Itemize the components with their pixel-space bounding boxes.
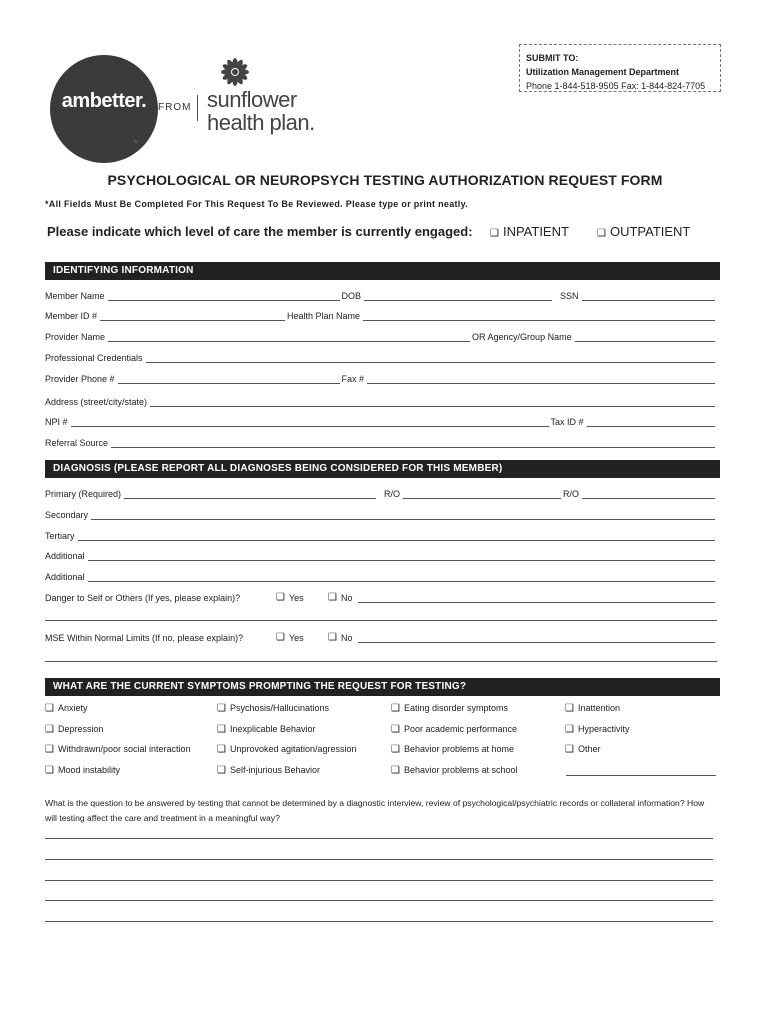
checkbox-icon[interactable]: ❑ [217,724,226,735]
row-member-id: Member ID # Health Plan Name [45,307,717,321]
checkbox-icon[interactable]: ❑ [217,765,226,776]
row-provider-name: Provider Name OR Agency/Group Name [45,328,717,342]
checkbox-icon[interactable]: ❑ [490,228,499,239]
symptom-option[interactable] [217,744,357,755]
symptom-option[interactable] [45,744,191,755]
other-symptom-line[interactable] [566,775,716,776]
symptom-label: Behavior problems at school [403,765,518,775]
mse-no-option[interactable]: ❑ No [328,632,353,643]
row-secondary: Secondary [45,506,717,520]
trademark: ™ [133,140,138,146]
symptom-label: Depression [57,724,104,734]
checkbox-icon[interactable]: ❑ [45,765,54,776]
checkbox-icon[interactable]: ❑ [45,744,54,755]
logo-from-text: FROM [158,102,192,113]
symptom-label: Mood instability [57,765,120,775]
checkbox-icon[interactable]: ❑ [217,744,226,755]
dob-field[interactable] [364,291,552,301]
primary-diagnosis-field[interactable] [124,489,376,499]
checkbox-icon[interactable]: ❑ [391,703,400,714]
form-title: PSYCHOLOGICAL OR NEUROPSYCH TESTING AUTHORIZATION REQUEST FORM [107,172,663,188]
row-additional-1: Additional [45,547,717,561]
contact-info: Phone 1-844-518-9505 Fax: 1-844-824-7705 [526,81,706,91]
checkbox-icon[interactable]: ❑ [45,703,54,714]
tertiary-diagnosis-field[interactable] [78,531,715,541]
row-provider-phone: Provider Phone # Fax # [45,370,717,384]
ssn-field[interactable] [582,291,715,301]
mse-explain-line[interactable] [45,661,717,662]
symptom-option[interactable] [391,744,514,755]
symptom-option[interactable] [565,744,600,755]
checkbox-icon[interactable]: ❑ [217,703,226,714]
symptom-option[interactable] [217,765,320,776]
outpatient-option[interactable]: ❑ OUTPATIENT [597,224,691,239]
agency-name-field[interactable] [575,332,715,342]
referral-source-field[interactable] [111,438,715,448]
fax-field[interactable] [367,374,715,384]
answer-line[interactable] [45,900,713,901]
symptom-label: Other [577,744,601,754]
credentials-field[interactable] [146,353,715,363]
symptom-label: Inattention [577,703,621,713]
row-mse: MSE Within Normal Limits (If no, please explain)? ❑ Yes ❑ No [45,629,717,643]
mse-yes-option[interactable]: ❑ Yes [276,632,304,643]
diagnosis-section-header: DIAGNOSIS (PLEASE REPORT ALL DIAGNOSES BEING CONSIDERED FOR THIS MEMBER) [45,460,720,478]
provider-phone-field[interactable] [118,374,340,384]
checkbox-icon[interactable]: ❑ [597,228,606,239]
symptoms-section-header: WHAT ARE THE CURRENT SYMPTOMS PROMPTING THE REQUEST FOR TESTING? [45,678,720,696]
member-id-field[interactable] [100,311,285,321]
answer-line[interactable] [45,880,713,881]
health-plan-name-field[interactable] [363,311,715,321]
form-instructions: *All Fields Must Be Completed For This Request To Be Reviewed. Please type or print neatly. [45,199,469,209]
row-tertiary: Tertiary [45,527,717,541]
answer-line[interactable] [45,859,713,860]
row-referral: Referral Source [45,434,717,448]
mse-explain-field[interactable] [358,633,715,643]
npi-field[interactable] [71,417,549,427]
row-primary: Primary (Required) R/O R/O [45,485,717,499]
checkbox-icon[interactable]: ❑ [328,592,337,603]
symptom-label: Behavior problems at home [403,744,515,754]
checkbox-icon[interactable]: ❑ [565,744,574,755]
symptom-label: Anxiety [57,703,88,713]
sunflower-logo-text: sunflower health plan. [207,87,315,135]
checkbox-icon[interactable]: ❑ [328,632,337,643]
identifying-section-header: IDENTIFYING INFORMATION [45,262,720,280]
symptom-option[interactable] [217,703,329,714]
row-member-name: Member Name DOB SSN [45,287,717,301]
additional-diagnosis-field-1[interactable] [88,551,715,561]
member-name-field[interactable] [108,291,340,301]
symptom-label: Psychosis/Hallucinations [229,703,330,713]
address-field[interactable] [150,397,715,407]
submit-to-box [519,44,721,92]
symptom-option[interactable] [45,724,104,735]
row-npi: NPI # Tax ID # [45,413,717,427]
symptom-option[interactable] [391,765,518,776]
symptom-option[interactable] [391,703,508,714]
additional-diagnosis-field-2[interactable] [88,572,715,582]
symptom-option[interactable] [217,724,316,735]
care-level-prompt: Please indicate which level of care the member is currently engaged: [47,224,473,239]
symptom-label: Self-injurious Behavior [229,765,321,775]
symptom-option[interactable] [45,703,87,714]
submit-to-label: SUBMIT TO: [526,53,579,63]
tax-id-field[interactable] [587,417,715,427]
row-danger: Danger to Self or Others (If yes, please explain)? ❑ Yes ❑ No [45,589,717,603]
row-credentials: Professional Credentials [45,349,717,363]
symptom-label: Withdrawn/poor social interaction [57,744,191,754]
answer-line[interactable] [45,921,713,922]
row-address: Address (street/city/state) [45,393,717,407]
symptom-label: Unprovoked agitation/agression [229,744,357,754]
checkbox-icon[interactable]: ❑ [391,724,400,735]
checkbox-icon[interactable]: ❑ [391,765,400,776]
symptom-label: Inexplicable Behavior [229,724,316,734]
checkbox-icon[interactable]: ❑ [565,703,574,714]
symptom-option[interactable] [391,724,517,735]
sunflower-icon [220,57,250,87]
answer-line[interactable] [45,838,713,839]
symptom-option[interactable] [565,724,629,735]
symptom-option[interactable] [45,765,120,776]
provider-name-field[interactable] [108,332,470,342]
department-name: Utilization Management Department [526,67,680,77]
danger-no-option[interactable]: ❑ No [328,592,353,603]
row-additional-2: Additional [45,568,717,582]
testing-question: What is the question to be answered by testing that cannot be determined by a diagnostic interview, review of psychological/psychiatric records or collateral information? How will testing affect the care and treatment in a meaningful way? [45,798,705,823]
checkbox-icon[interactable]: ❑ [565,724,574,735]
secondary-diagnosis-field[interactable] [91,510,715,520]
ro-field-2[interactable] [582,489,715,499]
ro-field-1[interactable] [403,489,561,499]
inpatient-option[interactable]: ❑ INPATIENT [490,224,569,239]
checkbox-icon[interactable]: ❑ [276,592,285,603]
symptom-label: Hyperactivity [577,724,630,734]
checkbox-icon[interactable]: ❑ [45,724,54,735]
logo-divider [197,95,198,121]
symptom-label: Poor academic performance [403,724,518,734]
ambetter-logo-text: ambetter. [61,90,147,112]
danger-explain-line[interactable] [45,620,717,621]
symptom-option[interactable] [565,703,620,714]
danger-yes-option[interactable]: ❑ Yes [276,592,304,603]
danger-explain-field[interactable] [358,593,715,603]
checkbox-icon[interactable]: ❑ [391,744,400,755]
checkbox-icon[interactable]: ❑ [276,632,285,643]
symptom-label: Eating disorder symptoms [403,703,509,713]
